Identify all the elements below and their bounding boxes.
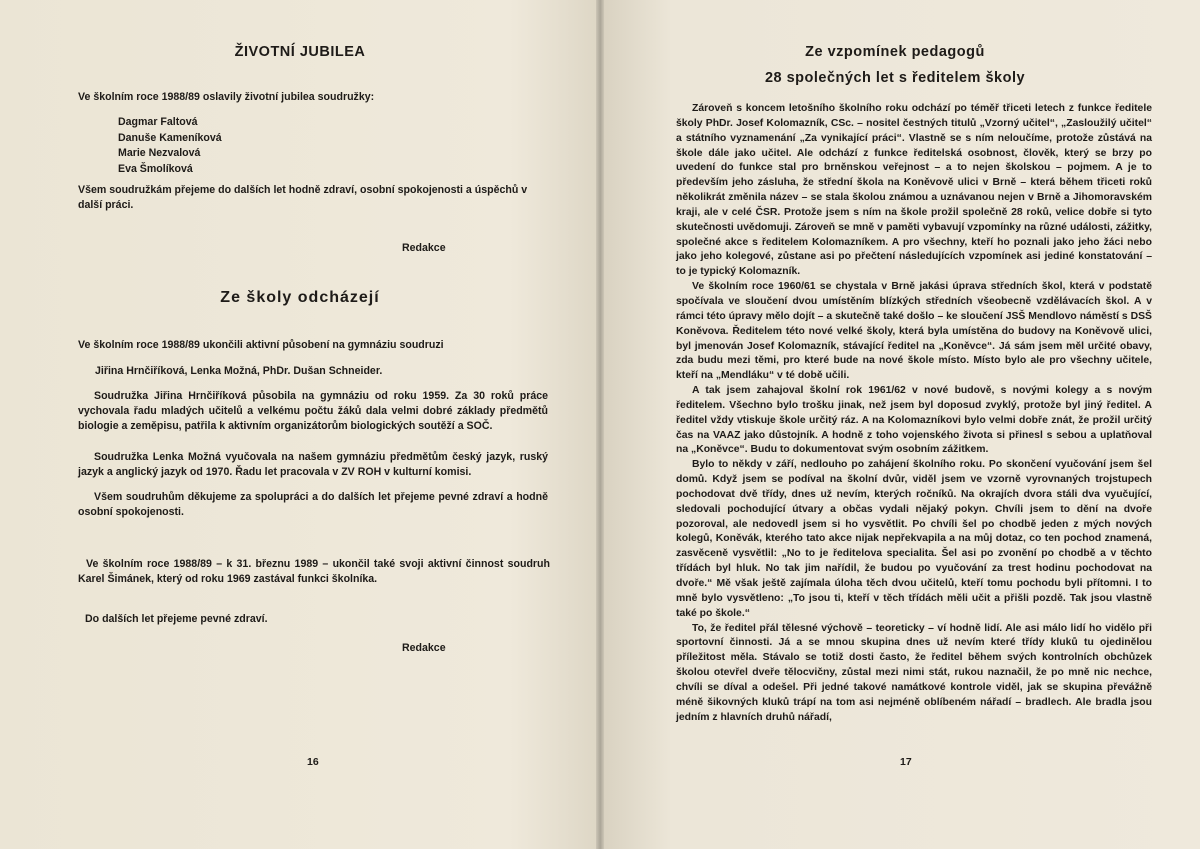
- jubilea-name: Eva Šmolíková: [118, 162, 193, 175]
- book-gutter: [596, 0, 604, 849]
- memories-body: [676, 102, 1152, 725]
- paragraph-mozna: Soudružka Lenka Možná vyučovala na našem gymnáziu předmětům český jazyk, ruský jazyk a anglický jazyk od 1970. Řadu let pracovala v ZV ROH v kulturní komisi.: [78, 451, 548, 479]
- memories-paragraph: Ve školním roce 1960/61 se chystala v Brně jakási úprava středních škol, která v podstatě spočívala ve sloučení dvou umístěním blízkých středních všeobecně vzdělávacích škol. A v rámci této úpravy mělo dojít – a skutečně také došlo – ke sloučení JSŠ Mendlovo náměstí s DSŠ Koněvova. Ředitelem této nové velké školy, která byla umístěna do budovy na Koněvově ulici, byl jmenován Josef Kolomazník, stávající ředitel na „Koněvce“. Já sám jsem měl určité obavy, zda budu mezi těmi, pro které bude na nové škole místo. Místo bylo ale pro všechny učitele, kteří na „Mendláku“ v té době učili.: [676, 281, 1152, 382]
- memories-paragraph: A tak jsem zahajoval školní rok 1961/62 v nové budově, s novými kolegy a s novým ředitelem. Všechno bylo trošku jinak, než jsem byl doposud zvyklý, protože byl jiný ředitel. A ředitel vždy vtiskuje škole určitý ráz. A na Kolomazníkovi bylo velmi dobře znát, že prožil určitý čas na VAAZ jako důstojník. A hodně z toho vojenského života si přinesl s sebou a uplatňoval na „Koněvce“. Budu to dokumentovat svým osobním zážitkem.: [676, 385, 1152, 456]
- memories-paragraph: To, že ředitel přál tělesné výchově – teoreticky – ví hodně lidí. Ale asi málo lidí ho vidělo při sportovní činnosti. Já a se mnou skupina dnes už nevím které třídy kluků tu ojedinělou příležitost měla. Stávalo se totiž dosti často, že ředitel během svých kontrolních obchůzek školou otevřel dveře tělocvičny, zůstal mezi nimi stát, rukou naznačil, že po mně nic nechce, chvíli se díval a odešel. Při jedné takové namátkové kontrole viděl, jak se skupina převážně méně šikovných kluků trápí na tom asi nejméně oblíbeném nářadí – bradlech. Ale bradla jsou jedním z hlavních druhů nářadí,: [676, 622, 1152, 723]
- jubilea-name: Dagmar Faltová: [118, 116, 198, 128]
- memories-title: Ze vzpomínek pedagogů: [805, 44, 985, 60]
- odchazeji-intro: Ve školním roce 1988/89 ukončili aktivní působení na gymnáziu soudruzi: [78, 339, 444, 351]
- jubilea-name: Marie Nezvalová: [118, 147, 201, 160]
- jubilea-name: Danuše Kameníková: [118, 131, 222, 144]
- odchazeji-names: Jiřina Hrnčiříková, Lenka Možná, PhDr. Dušan Schneider.: [95, 365, 383, 377]
- memories-paragraph: Zároveň s koncem letošního školního roku odchází po téměř třiceti letech z funkce ředitele školy PhDr. Josef Kolomazník, CSc. – nositel čestných titulů „Vzorný učitel“, „Zasloužilý učitel“ a státního vyznamenání „Za vynikající práci“. Vlastně se s ním neloučíme, protože zůstává na škole dále jako učitel. Ale odchází z funkce ředitelská osobnost, člověk, který se brzy po uvedení do funkce stal pro brněnskou veřejnost – a to nejen školskou – pojmem. A je to především jeho zásluha, že střední škola na Koněvově ulici v Brně – která během třiceti roků několikrát změnila název – se stala školou známou a uznávanou nejen v Brně a Jihomoravském kraji, ale v celé ČSR. Protože jsem s ním na škole prožil společně 28 roků, velice dobře si tyto skutečnosti uvědomuji. Zároveň se mně v paměti vybavují vzpomínky na různé události, zážitky, společné akce s ředitelem Kolomazníkem. A pro všechny, kteří ho poznali jako jeho žáci nebo jako jeho kolegové, zůstane asi po přečtení následujících vzpomínek asi jediné konstatování – to je typický Kolomazník.: [676, 103, 1152, 278]
- paragraph-wish-2: Do dalších let přejeme pevné zdraví.: [85, 613, 268, 625]
- memories-subtitle: 28 společných let s ředitelem školy: [764, 70, 1026, 86]
- memories-paragraph: Bylo to někdy v září, nedlouho po zahájení školního roku. Po skončení vyučování jsem šel domů. Když jsem se podíval na školní dvůr, viděl jsem ve vzorně vyrovnaných trojstupech pochodovat dvě třídy, dnes už nevím, kterých ročníků. Na okrajích dvora stáli dva vyučující, sledovali pochodující útvary a občas vydali nějaký pokyn. Chvíli jsem to dění na dvoře pozoroval, ale nedovedl jsem si ho vysvětlit. Po chvíli šel po chodbě jeden z mých nových kolegů, Koněvák, kterého tato akce nijak nepřekvapila a na můj dotaz, co ten pochod znamená, zasvěceně vysvětlil: „No to je ředitelova specialita. Šel asi po zvonění po chodbě a v těchto třídách byl hluk. No tak jim nařídil, že budou po vyučování za trest hodinu pochodovat na dvoře.“ Mě však ještě zajímala úloha těch dvou učitelů, kteří tomu pochodu byli přítomni. I to mně bylo vysvětleno: „To jsou ti, kteří v těch třídách měli učit a přišli pozdě. Tak jsou vlastně také po škole.“: [676, 459, 1152, 619]
- odchazeji-title: Ze školy odcházejí: [220, 289, 380, 306]
- paragraph-hrncirikova: Soudružka Jiřina Hrnčiříková působila na gymnáziu od roku 1959. Za 30 roků práce vychovala řadu mladých učitelů a velkému počtu žáků dala velmi dobré základy předmětů biologie a zeměpisu, patřila k aktivním organizátorům biologických soutěží a SOČ.: [78, 390, 548, 433]
- jubilea-intro: Ve školním roce 1988/89 oslavily životní jubilea soudružky:: [78, 91, 375, 103]
- paragraph-simanek: Ve školním roce 1988/89 – k 31. březnu 1989 – ukončil také svoji aktivní činnost soudruh Karel Šimánek, který od roku 1969 zastával funkci školníka.: [78, 558, 550, 586]
- jubilea-name-list: [118, 115, 222, 177]
- paragraph-thanks: Všem soudruhům děkujeme za spolupráci a do dalších let přejeme pevné zdraví a hodně osobní spokojenosti.: [78, 491, 548, 519]
- page-number-left: 16: [307, 756, 319, 768]
- signature-redakce-2: Redakce: [402, 642, 446, 654]
- jubilea-wish: Všem soudružkám přejeme do dalších let hodně zdraví, osobní spokojenosti a úspěchů v další práci.: [78, 184, 528, 212]
- jubilea-title: ŽIVOTNÍ JUBILEA: [234, 44, 366, 60]
- page-number-right: 17: [900, 756, 912, 768]
- signature-redakce-1: Redakce: [402, 242, 446, 254]
